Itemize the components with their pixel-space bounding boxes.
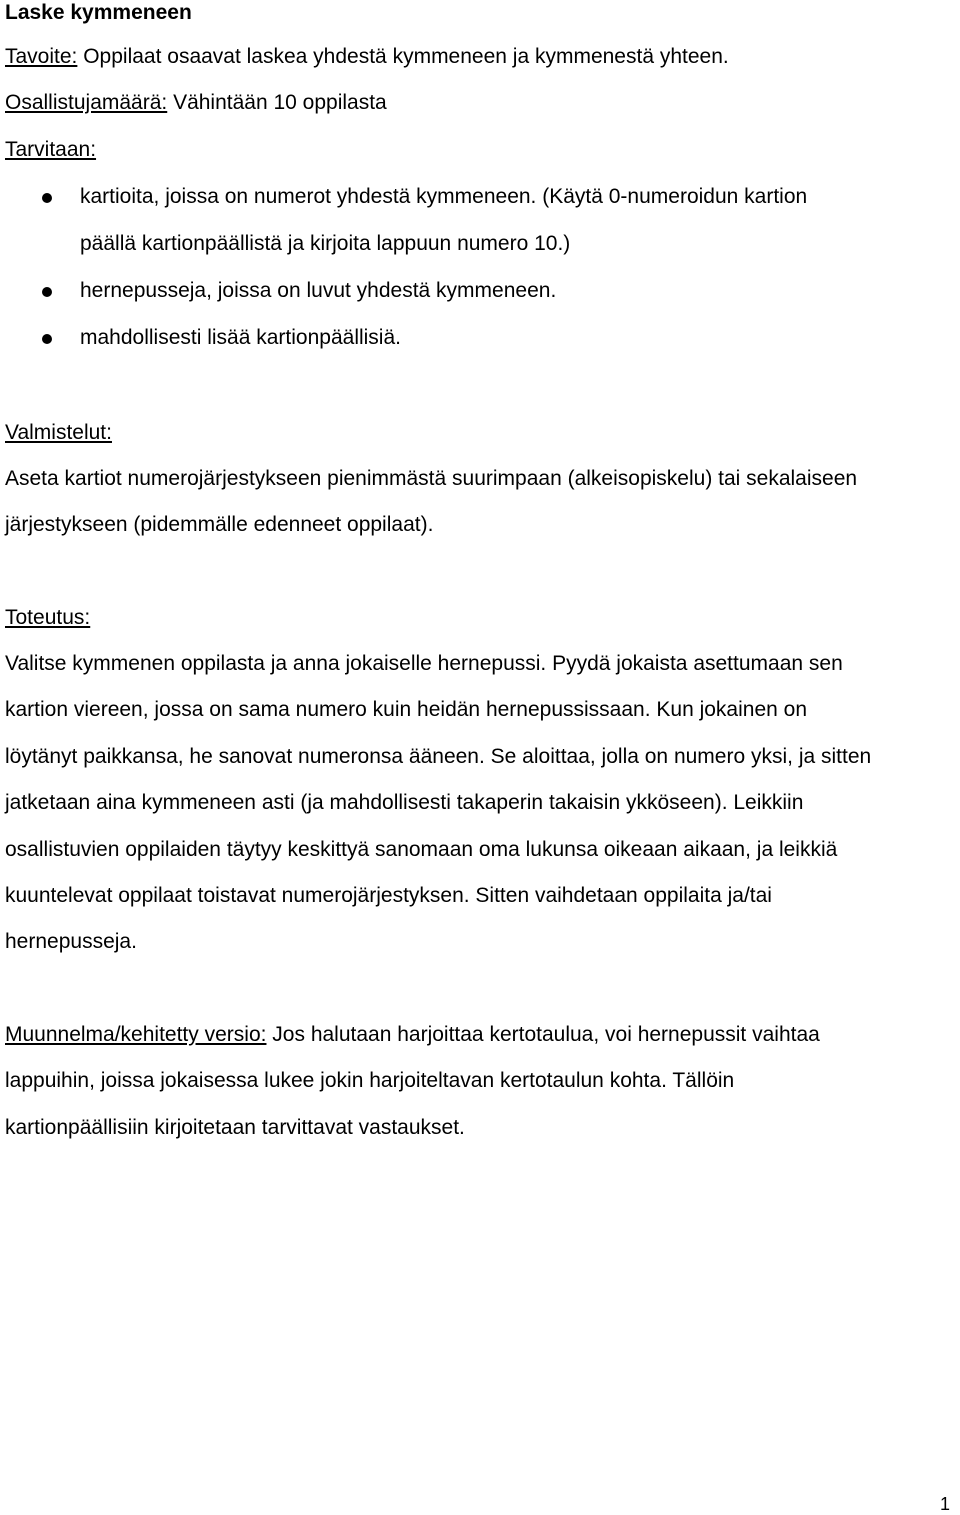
needed-item-2: hernepusseja, joissa on luvut yhdestä kymmeneen. — [80, 279, 557, 302]
goal-text: Oppilaat osaavat laskea yhdestä kymmeneen ja kymmenestä yhteen. — [77, 45, 729, 68]
bullet-icon — [42, 334, 52, 344]
variation-first-line-text: Jos halutaan harjoittaa kertotaulua, voi hernepussit vaihtaa — [266, 1023, 820, 1046]
participants-line — [5, 90, 387, 116]
goal-line — [5, 44, 729, 70]
implementation-line-5: osallistuvien oppilaiden täytyy keskittyä sanomaan oma lukunsa oikeaan aikaan, ja leikkiä — [5, 838, 838, 861]
needed-item-1-line-2: päällä kartionpäällistä ja kirjoita lappuun numero 10.) — [80, 232, 571, 255]
goal-label: Tavoite: — [5, 45, 78, 68]
preparations-label: Valmistelut: — [5, 421, 112, 444]
bullet-icon — [42, 193, 52, 203]
implementation-label: Toteutus: — [5, 606, 91, 629]
variation-line-1 — [5, 1022, 820, 1048]
participants-text: Vähintään 10 oppilasta — [167, 91, 387, 114]
needed-item-1-line-1: kartioita, joissa on numerot yhdestä kymmeneen. (Käytä 0-numeroidun kartion — [80, 185, 808, 208]
variation-line-3: kartionpäällisiin kirjoitetaan tarvittavat vastaukset. — [5, 1116, 465, 1139]
bullet-icon — [42, 287, 52, 297]
variation-label: Muunnelma/kehitetty versio: — [5, 1023, 267, 1046]
preparations-line-1: Aseta kartiot numerojärjestykseen pienimmästä suurimpaan (alkeisopiskelu) tai sekalaiseen — [5, 467, 858, 490]
participants-label: Osallistujamäärä: — [5, 91, 168, 114]
variation-line-2: lappuihin, joissa jokaisessa lukee jokin harjoiteltavan kertotaulun kohta. Tällöin — [5, 1069, 735, 1092]
implementation-line-6: kuuntelevat oppilaat toistavat numerojärjestyksen. Sitten vaihdetaan oppilaita ja/tai — [5, 884, 772, 907]
preparations-line-2: järjestykseen (pidemmälle edenneet oppilaat). — [5, 513, 434, 536]
implementation-line-7: hernepusseja. — [5, 930, 137, 953]
needed-label: Tarvitaan: — [5, 138, 97, 161]
implementation-line-1: Valitse kymmenen oppilasta ja anna jokaiselle hernepussi. Pyydä jokaista asettumaan sen — [5, 652, 843, 675]
implementation-line-2: kartion viereen, jossa on sama numero kuin heidän hernepussissaan. Kun jokainen on — [5, 698, 807, 721]
implementation-line-4: jatketaan aina kymmeneen asti (ja mahdollisesti takaperin takaisin ykköseen). Leikkiin — [5, 791, 804, 814]
page-number: 1 — [939, 1494, 950, 1514]
needed-item-3: mahdollisesti lisää kartionpäällisiä. — [80, 326, 401, 349]
page-title: Laske kymmeneen — [5, 1, 192, 24]
implementation-line-3: löytänyt paikkansa, he sanovat numeronsa ääneen. Se aloittaa, jolla on numero yksi, ja sitten — [5, 745, 872, 768]
